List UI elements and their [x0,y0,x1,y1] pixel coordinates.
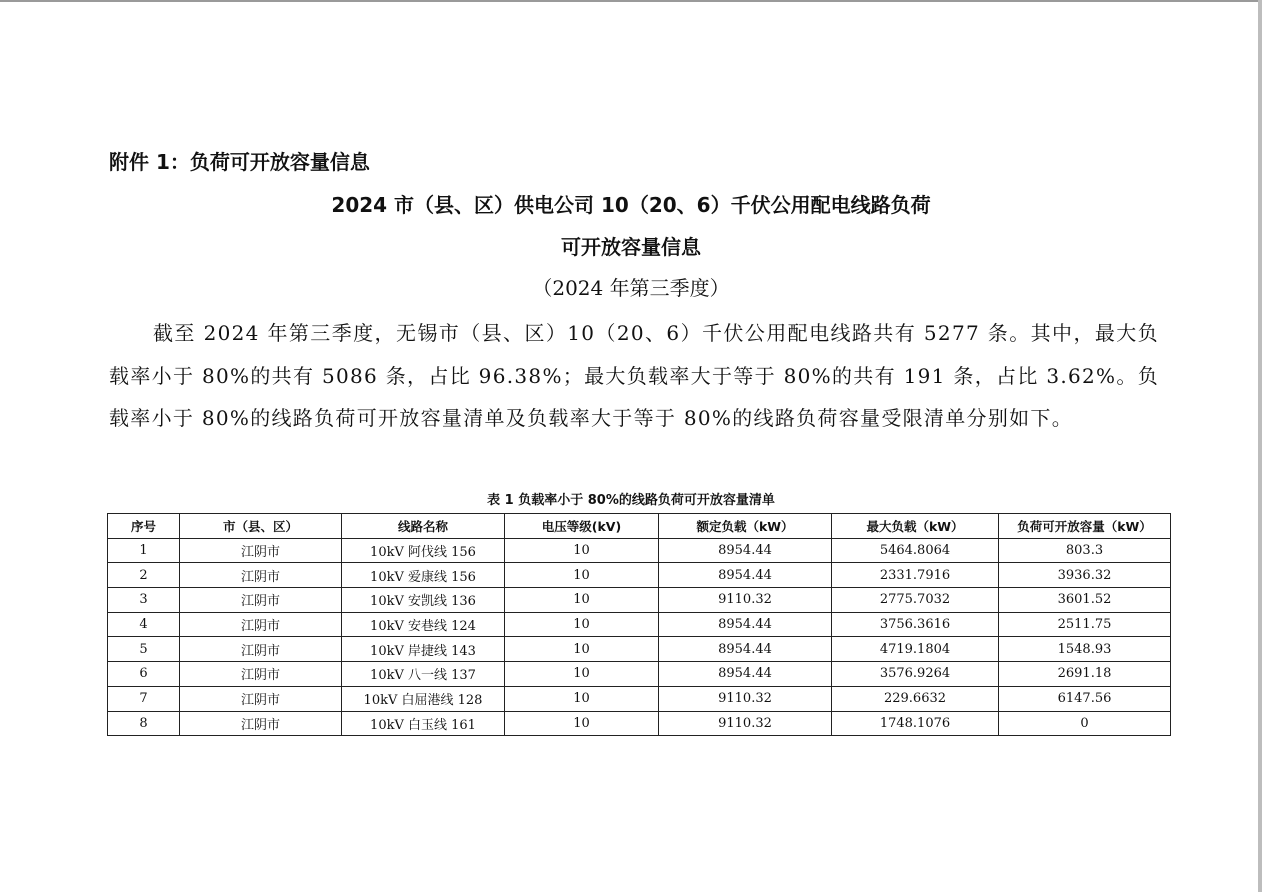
cell-voltage: 10 [505,662,659,687]
cell-voltage: 10 [505,711,659,736]
document-subtitle: （2024 年第三季度） [532,276,730,300]
cell-district: 江阴市 [180,686,342,711]
cell-open-capacity: 3936.32 [999,563,1171,588]
header-index: 序号 [108,514,180,539]
table-caption: 表 1 负载率小于 80%的线路负荷可开放容量清单 [487,493,775,508]
cell-max-load: 2331.7916 [832,563,999,588]
table-row [108,588,1171,613]
cell-line-name: 10kV 安凯线 136 [342,588,505,613]
header-district: 市（县、区） [180,514,342,539]
table-row [108,538,1171,563]
table-row [108,662,1171,687]
cell-open-capacity: 1548.93 [999,637,1171,662]
cell-rated-load: 8954.44 [659,637,832,662]
cell-voltage: 10 [505,538,659,563]
cell-rated-load: 9110.32 [659,588,832,613]
cell-rated-load: 8954.44 [659,612,832,637]
cell-district: 江阴市 [180,662,342,687]
cell-line-name: 10kV 白屈港线 128 [342,686,505,711]
cell-voltage: 10 [505,588,659,613]
cell-open-capacity: 0 [999,711,1171,736]
cell-open-capacity: 3601.52 [999,588,1171,613]
cell-max-load: 5464.8064 [832,538,999,563]
cell-max-load: 3756.3616 [832,612,999,637]
cell-rated-load: 9110.32 [659,711,832,736]
page-right-edge [1258,0,1262,892]
cell-line-name: 10kV 八一线 137 [342,662,505,687]
header-rated-load: 额定负载（kW） [659,514,832,539]
cell-district: 江阴市 [180,637,342,662]
cell-line-name: 10kV 白玉线 161 [342,711,505,736]
cell-district: 江阴市 [180,711,342,736]
cell-index: 1 [108,538,180,563]
document-title-line-1: 2024 市（县、区）供电公司 10（20、6）千伏公用配电线路负荷 [331,193,931,217]
cell-rated-load: 9110.32 [659,686,832,711]
table-row [108,637,1171,662]
table-body [108,538,1171,736]
cell-open-capacity: 803.3 [999,538,1171,563]
cell-index: 7 [108,686,180,711]
cell-voltage: 10 [505,686,659,711]
cell-voltage: 10 [505,612,659,637]
cell-district: 江阴市 [180,563,342,588]
cell-index: 8 [108,711,180,736]
cell-line-name: 10kV 爱康线 156 [342,563,505,588]
cell-index: 4 [108,612,180,637]
cell-line-name: 10kV 安巷线 124 [342,612,505,637]
table-row [108,563,1171,588]
cell-open-capacity: 2511.75 [999,612,1171,637]
document-title-line-2: 可开放容量信息 [561,235,701,259]
cell-line-name: 10kV 阿伐线 156 [342,538,505,563]
cell-max-load: 2775.7032 [832,588,999,613]
cell-rated-load: 8954.44 [659,563,832,588]
summary-paragraph: 截至 2024 年第三季度，无锡市（县、区）10（20、6）千伏公用配电线路共有 5277 条。其中，最大负载率小于 80%的共有 5086 条，占比 96.38%；最大负载率大于等于 80%的共有 191 条，占比 3.62%。负载率小于 80%的线路负荷可开放容量清单及负载率大于等于 80%的线路负荷容量受限清单分别如下。 [109,321,1159,430]
cell-index: 5 [108,637,180,662]
header-line-name: 线路名称 [342,514,505,539]
cell-district: 江阴市 [180,538,342,563]
cell-open-capacity: 6147.56 [999,686,1171,711]
cell-max-load: 3576.9264 [832,662,999,687]
cell-open-capacity: 2691.18 [999,662,1171,687]
cell-max-load: 1748.1076 [832,711,999,736]
header-open-capacity: 负荷可开放容量（kW） [999,514,1171,539]
header-max-load: 最大负载（kW） [832,514,999,539]
cell-index: 3 [108,588,180,613]
cell-max-load: 4719.1804 [832,637,999,662]
cell-voltage: 10 [505,563,659,588]
cell-max-load: 229.6632 [832,686,999,711]
cell-line-name: 10kV 岸捷线 143 [342,637,505,662]
cell-district: 江阴市 [180,612,342,637]
cell-rated-load: 8954.44 [659,662,832,687]
cell-index: 2 [108,563,180,588]
table-row [108,686,1171,711]
cell-voltage: 10 [505,637,659,662]
cell-rated-load: 8954.44 [659,538,832,563]
table-row [108,711,1171,736]
cell-district: 江阴市 [180,588,342,613]
cell-index: 6 [108,662,180,687]
table-row [108,612,1171,637]
table-header-row [108,514,1171,539]
attachment-label: 附件 1：负荷可开放容量信息 [109,150,370,174]
capacity-table [107,513,1171,736]
page-top-edge [0,0,1262,2]
header-voltage: 电压等级(kV) [505,514,659,539]
